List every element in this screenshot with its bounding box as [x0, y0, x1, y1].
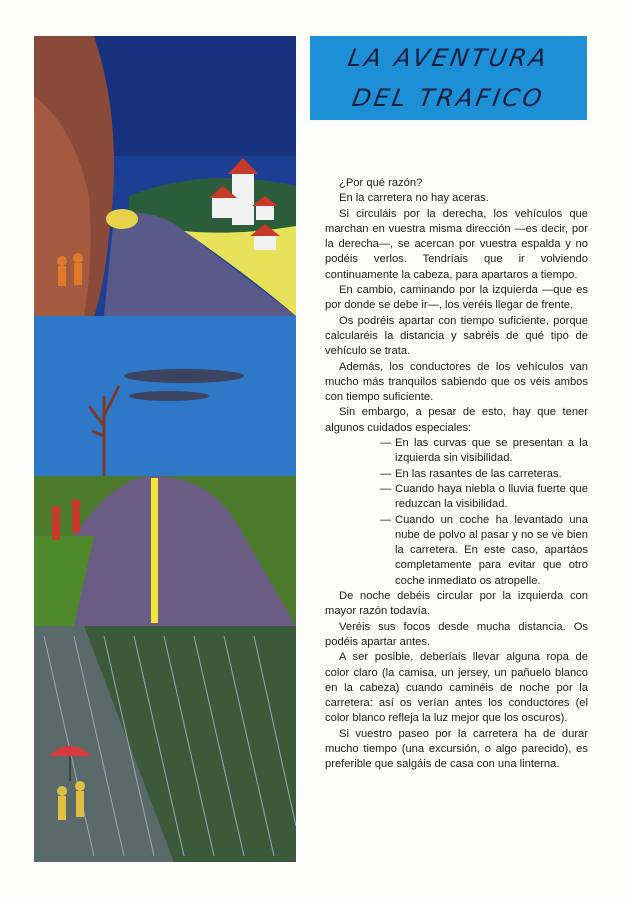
paragraph: Os podréis apartar con tiempo suficiente, porque calcularéis la distancia y sabréis de qué tipo de vehículo se trata. — [325, 314, 588, 358]
list-item: — Cuando un coche ha levantado una nube de polvo al pasar y no se ve bien la carretera. En este caso, apartáos completamente para evitar que otro coche inmediato os atropelle. — [380, 513, 588, 587]
panel-rain — [34, 626, 296, 862]
list-item: — Cuando haya niebla o lluvia fuerte que reduzcan la visibilidad. — [380, 482, 588, 511]
paragraph: Veréis sus focos desde mucha distancia. Os podéis apartar antes. — [325, 620, 588, 648]
list-item: — En las rasantes de las carreteras. — [380, 467, 562, 480]
title-line-1: LA AVENTURA — [345, 44, 552, 72]
paragraph: De noche debéis circular por la izquierda con mayor razón todavía. — [325, 590, 588, 618]
title-banner — [310, 36, 587, 120]
paragraph: Sin embargo, a pesar de esto, hay que tener algunos cuidados especiales: — [325, 406, 588, 434]
paragraph: Si vuestro paseo por la carretera ha de durar mucho tiempo (una excursión, o algo parecido), es preferible que salgáis de casa con una linterna. — [325, 727, 588, 771]
list-item: — En las curvas que se presentan a la izquierda sin visibilidad. — [380, 437, 588, 465]
paragraph: En la carretera no hay aceras. — [339, 192, 489, 205]
title-line-2: DEL TRAFICO — [350, 84, 547, 112]
paragraph: A ser posible, deberíais llevar alguna ropa de color claro (la camisa, un jersey, un pañuelo blanco en la cabeza) cuando caminéis de noche por la carretera: así os verían antes los conductores (el color blanco refleja la luz mejor que los oscuros). — [325, 651, 588, 725]
paragraph: En cambio, caminando por la izquierda —que es por donde se debe ir—, los veréis llegar de frente. — [325, 284, 588, 312]
precaution-list — [325, 436, 588, 589]
panel-lake — [34, 316, 296, 476]
paragraph: Si circuláis por la derecha, los vehículos que marchan en vuestra misma dirección —es decir, por la derecha—, se acercan por vuestra espalda y no podéis verlos. Tendríais que ir volviendo continuamente la cabeza, para apartaros a tiempo. — [325, 207, 588, 281]
panel-village-road — [34, 36, 296, 316]
paragraph: Además, los conductores de los vehículos van mucho más tranquilos sabiendo que os véis ambos con tiempo suficiente. — [325, 360, 588, 404]
question-heading: ¿Por qué razón? — [339, 177, 423, 189]
panel-road — [34, 476, 296, 626]
roadside-painting — [34, 36, 296, 862]
article-body — [325, 176, 588, 773]
